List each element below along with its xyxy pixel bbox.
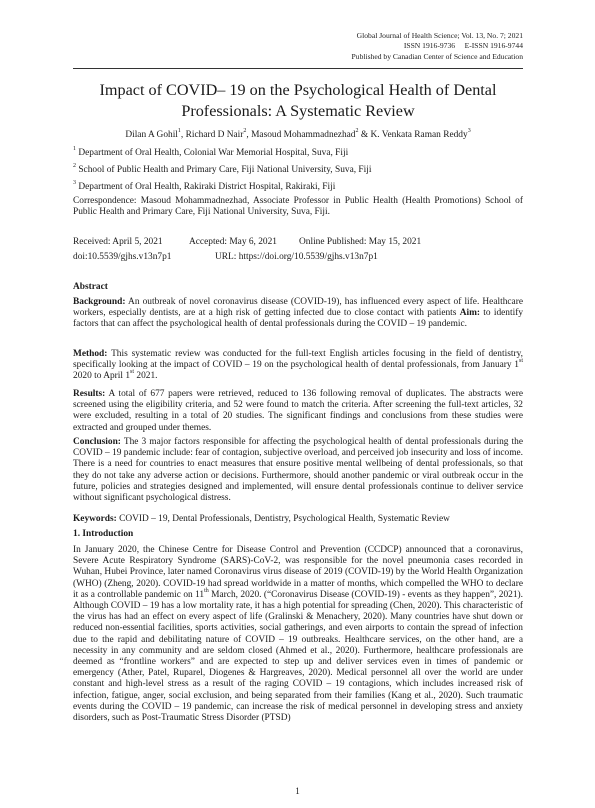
author-name: K. Venkata Raman Reddy (370, 130, 468, 140)
author-name: Richard D Nair (185, 130, 244, 140)
page-number: 1 (295, 786, 300, 796)
doi-link[interactable]: doi:10.5539/gjhs.v13n7p1 (73, 252, 172, 262)
keywords-label: Keywords: (73, 514, 117, 524)
affiliation-number: 1 (73, 145, 76, 152)
title-line-2: Professionals: A Systematic Review (181, 101, 415, 120)
correspondence: Correspondence: Masoud Mohammadnezhad, Associate Professor in Public Health (Health Promotions) School of Public Health and Primary Care, Fiji National University, Suva, Fiji. (73, 196, 523, 218)
affiliation-number: 2 (73, 162, 76, 169)
method-text: 2021. (134, 371, 158, 382)
ordinal-suffix: st (518, 358, 523, 365)
affiliation-text: Department of Oral Health, Colonial War Memorial Hospital, Suva, Fiji (78, 148, 349, 158)
journal-header (352, 31, 523, 62)
abstract-background (73, 297, 523, 331)
ordinal-suffix: st (130, 369, 135, 376)
author-affil-mark: 1 (177, 127, 181, 134)
author-affil-mark: 3 (467, 127, 471, 134)
background-text: An outbreak of novel coronavirus disease (COVID-19), has influenced every aspect of life. Healthcare workers, especially dentists, are at a high risk of getting infected due to close contact with patients (73, 297, 523, 319)
published-date: Online Published: May 15, 2021 (299, 237, 422, 247)
header-rule (73, 68, 523, 69)
method-label: Method: (73, 349, 108, 359)
paper-title (73, 80, 523, 121)
intro-text: In January 2020, the Chinese Centre for Disease Control and Prevention (CCDCP) announced that a coronavirus, Severe Acute Respiratory Syndrome (SARS)-CoV-2, was responsible for the novel pneumonia cases recorded in Wuhan, Hubei Province, later named Coronavirus virus disease of 2019 (COVID-19) by the World Health Organization (WHO) (Zheng, 2020). COVID-19 had spread worldwide in a matter of months, which compelled the WHO to declare it as a controllable pandemic on 11 (73, 545, 523, 600)
abstract-heading: Abstract (73, 282, 108, 292)
aim-label: Aim: (459, 308, 481, 319)
journal-citation: Global Journal of Health Science; Vol. 13, No. 7; 2021 (356, 31, 523, 40)
aim-text: to identify factors that can affect the psychological health of dental professionals during the COVID – 19 pandemic. (73, 308, 524, 330)
conclusion-label: Conclusion: (73, 437, 121, 447)
results-text: A total of 677 papers were retrieved, reduced to 136 following removal of duplicates. The abstracts were screened using the eligibility criteria, and 52 were found to match the criteria. After screening the full-text articles, 32 were excluded, resulting in a total of 20 studies. The significant findings and conclusions from these studies were extracted and grouped under themes. (73, 389, 523, 433)
author-separator: , (246, 130, 252, 140)
keywords (73, 514, 523, 525)
author-name: Masoud Mohammadnezhad (251, 130, 356, 140)
section-heading-introduction: 1. Introduction (73, 529, 134, 539)
accepted-date: Accepted: May 6, 2021 (189, 237, 277, 247)
author-list (73, 127, 523, 140)
journal-publisher: Published by Canadian Center of Science and Education (351, 51, 523, 61)
author-separator: & (358, 130, 371, 140)
keywords-text: COVID – 19, Dental Professionals, Dentistry, Psychological Health, Systematic Review (116, 514, 450, 524)
method-text: 2020 to April 1 (73, 371, 131, 382)
results-label: Results: (73, 389, 106, 399)
publication-dates (73, 237, 421, 247)
journal-issn: ISSN 1916-9736 E-ISSN 1916-9744 (403, 41, 523, 51)
ordinal-suffix: th (204, 587, 209, 594)
abstract-results (73, 389, 523, 434)
title-line-1: Impact of COVID– 19 on the Psychological Health of Dental (99, 81, 497, 99)
introduction-paragraph (73, 545, 523, 724)
author-affil-mark: 2 (243, 127, 247, 134)
received-date: Received: April 5, 2021 (73, 237, 163, 247)
abstract-method (73, 349, 523, 383)
affiliation-1 (73, 145, 349, 158)
affiliation-text: Department of Oral Health, Rakiraki District Hospital, Rakiraki, Fiji (78, 182, 336, 192)
affiliation-3 (73, 179, 336, 192)
affiliation-text: School of Public Health and Primary Care, Fiji National University, Suva, Fiji (78, 165, 372, 175)
doi-line (73, 252, 378, 262)
url-link[interactable]: URL: https://doi.org/10.5539/gjhs.v13n7p1 (215, 252, 378, 262)
conclusion-text: The 3 major factors responsible for affecting the psychological health of dental professionals during the COVID – 19 pandemic include: fear of contagion, subjective overload, and perceived job insecurity and loss of income. There is a need for countries to enact measures that ensure positive mental wellbeing of dental professionals, so that they do not take any adverse action or decisions. Furthermore, should another pandemic or viral outbreak occur in the future, policies and strategies designed and implemented, will ensure dental professionals continue to deliver service without significant psychological distress. (73, 437, 523, 504)
affiliation-number: 3 (73, 179, 76, 186)
author-separator: , (180, 130, 186, 140)
method-text: This systematic review was conducted for the full-text English articles focusing in the field of dentistry, specifically looking at the impact of COVID – 19 on the psychological health of dental professionals, from January 1 (73, 349, 523, 371)
author-name: Dilan A Gohil (125, 130, 178, 140)
abstract-conclusion (73, 437, 523, 504)
intro-text: March, 2020. (“Coronavirus Disease (COVID-19) - events as they happen”, 2021). Although COVID – 19 has a low mortality rate, it has a high potential for spreading (Chen, 2020). This characteristic of the virus has had an effect on every aspect of life (Gralinski & Menachery, 2020). Many countries have shut down or reduced non-essential facilities, sports activities, social gatherings, and even airports to contain the spread of infection due to the rapid and debilitating nature of COVID – 19 outbreaks. Healthcare services, on the other hand, are a necessity in any community and are seldom closed (Ahmed et al., 2020). Furthermore, healthcare professionals are deemed as “frontline workers” and are expected to step up and deliver services even in times of pandemic or emergency (Ather, Patel, Ruparel, Diogenes & Hargreaves, 2020). Medical personnel all over the world are under constant and high-level stress as a result of the raging COVID – 19 contagions, which includes increased risk of infection, fatigue, anger, social exclusion, and being separated from their families (Kang et al., 2020). Such traumatic events during the COVID – 19 pandemic, can increase the risk of medical personnel in developing stress and anxiety disorders, such as Post-Traumatic Stress Disorder (PTSD) (73, 589, 523, 724)
affiliation-2 (73, 162, 372, 175)
background-label: Background: (73, 297, 126, 307)
author-affil-mark: 2 (355, 127, 359, 134)
